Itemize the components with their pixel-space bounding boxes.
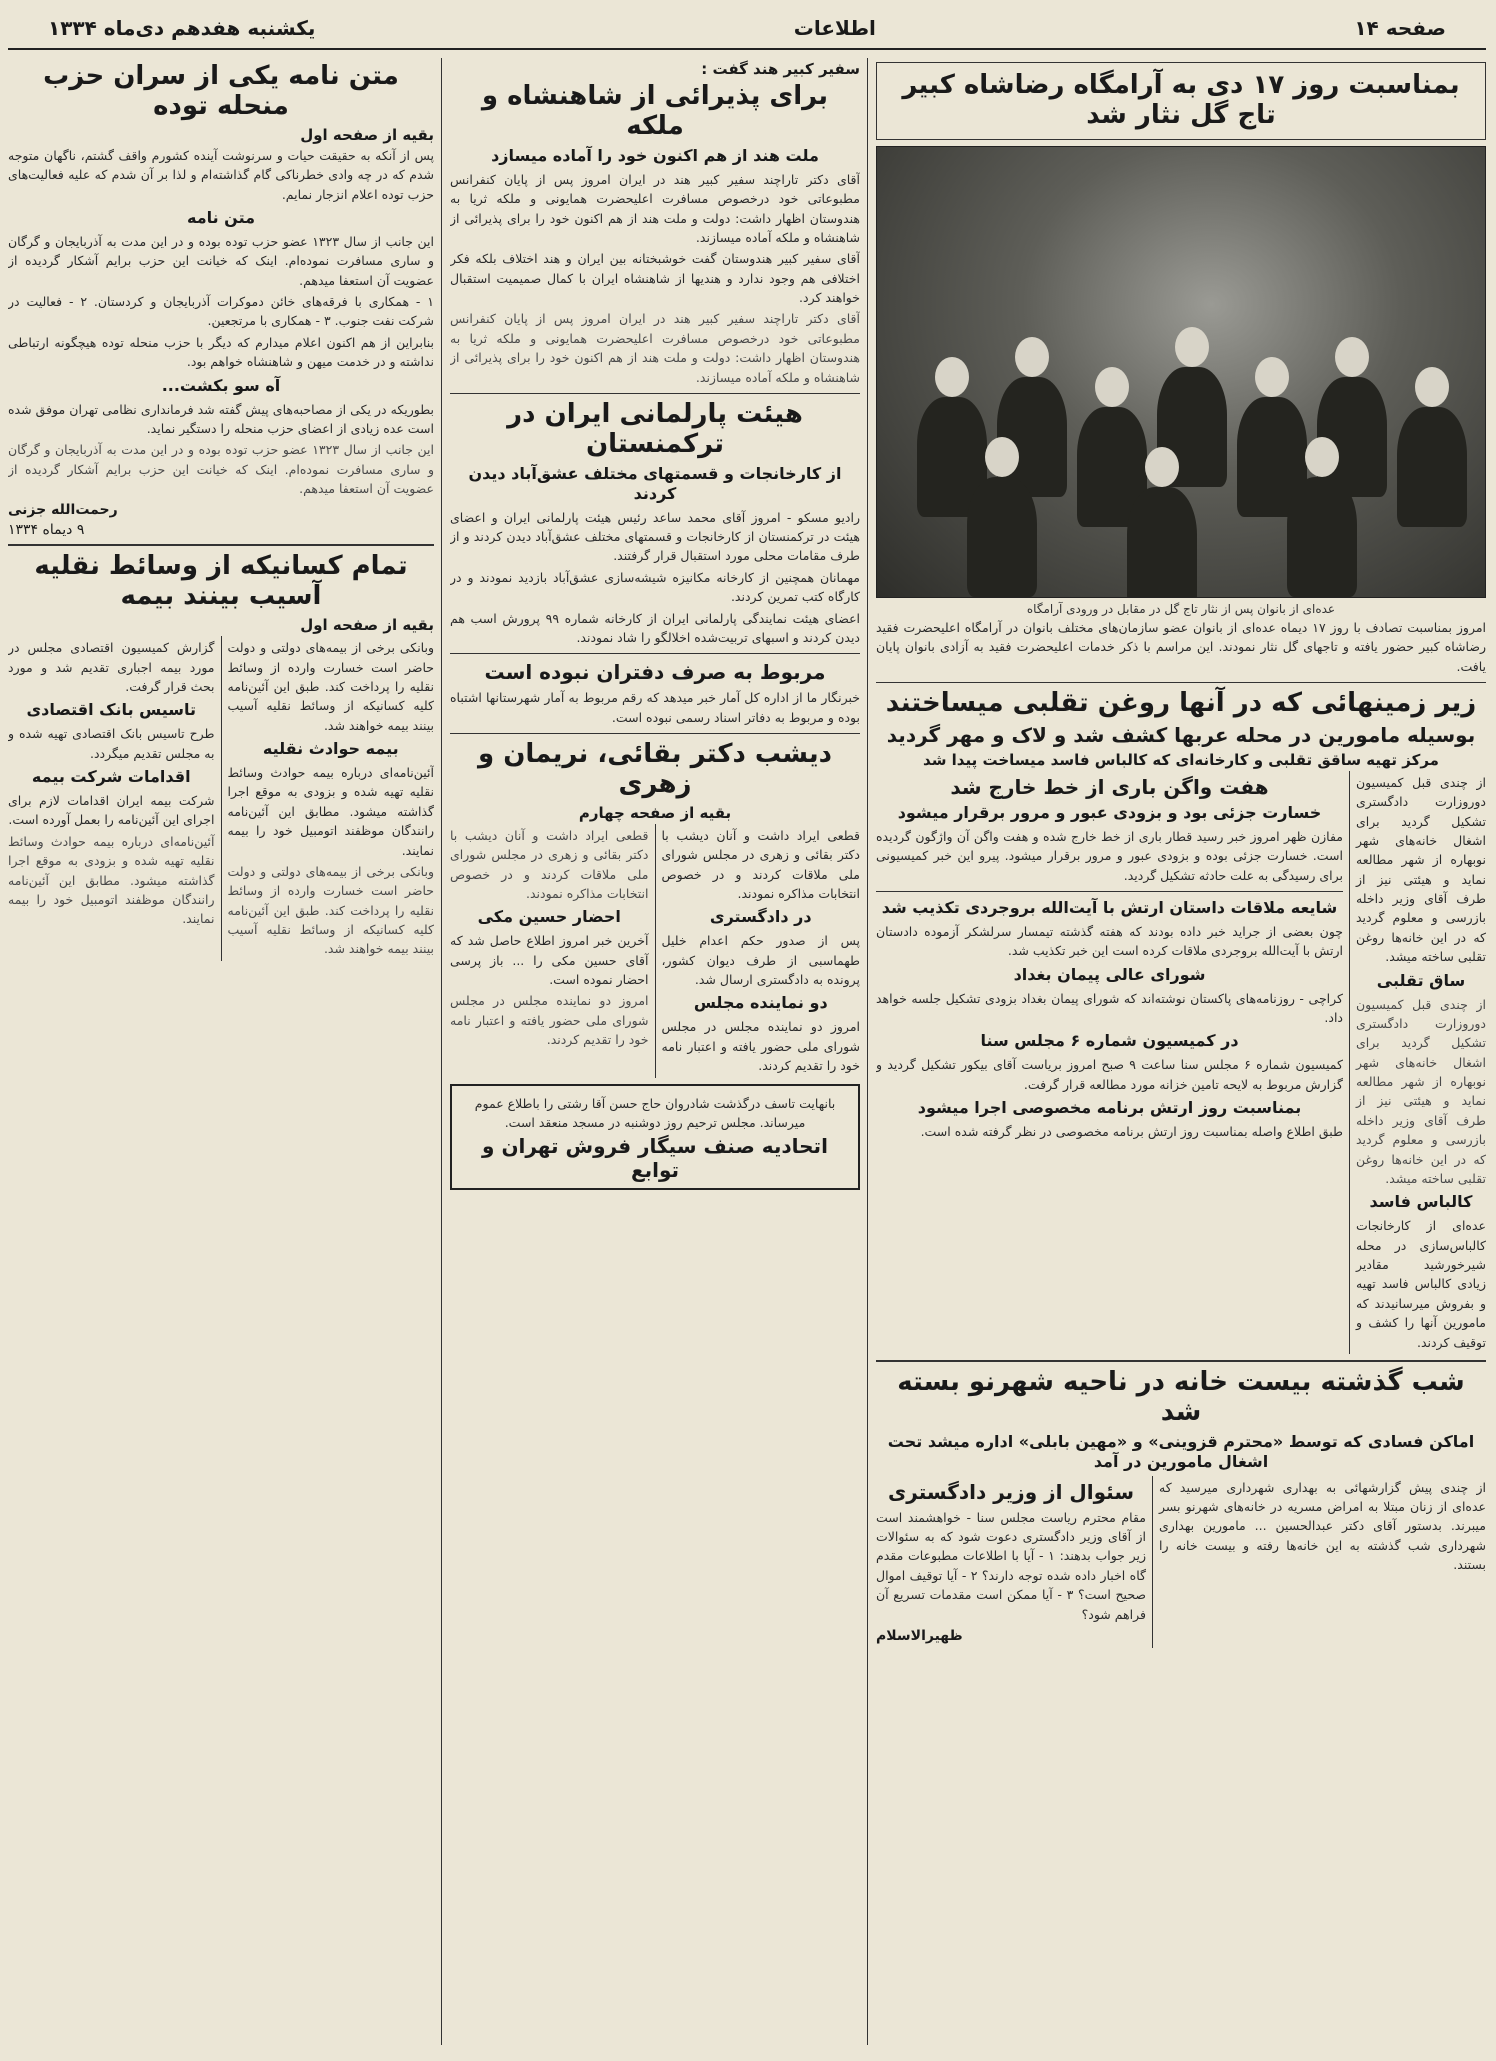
smuggling-subheadline: بوسیله مامورین در محله عربها کشف شد و لاک و مهر گردید <box>886 722 1476 747</box>
letter-text-subhead: متن نامه <box>186 207 256 227</box>
justice-headline: در دادگستری <box>709 907 812 927</box>
smuggling-body-fill: از چندی قبل کمیسیون دوروزارت دادگستری تشکیل گردید برای اشغال خانه‌های شهر نوبهاره از شهر مطالعه نماید و هیئتی نیز از طرف آقای وزیر داخله بازرسی و معلوم گردید که در این خانه‌ها روغن تقلبی ساخته میشد. <box>1356 996 1486 1186</box>
shahrno-body: از چندی پیش گزارشهائی به بهداری شهرداری میرسید که عده‌ای از زنان مبتلا به امراض مسریه در خانه‌های شهرنو بسر میبرند. بدستور آقای دکتر عبدالحسین ... مامورین بهداری شهرداری شب گذشته به این خانه‌ها رفته و بیست خانه را بستند. <box>1159 1479 1486 1573</box>
shahrno-block <box>876 1476 1486 1648</box>
tudeh-body-4: بنابراین از هم اکنون اعلام میدارم که دیگر با حزب منحله توده هیچگونه ارتباطی نداشته و در خدمت میهن و شاهنشاه خواهم بود. <box>8 334 434 370</box>
commission-headline: در کمیسیون شماره ۶ مجلس سنا <box>980 1031 1239 1051</box>
question-box <box>876 1476 1146 1648</box>
india-headline: برای پذیرائی از شاهنشاه و ملکه <box>481 81 829 141</box>
india-subheadline: ملت هند از هم اکنون خود را آماده میسازد <box>491 145 819 165</box>
insurance-col-b <box>8 636 215 961</box>
bank-headline: تاسیس بانک اقتصادی <box>26 700 197 720</box>
accident-body-fill: وبانکی برخی از بیمه‌های دولتی و دولت حاضر است خسارت وارده از وسائط نقلیه را پرداخت کند. طبق این آئین‌نامه کلیه کسانیکه از وسائط نقلیه آسیب بینند بیمه خواهند شد. <box>227 863 434 957</box>
delegation-body-2: مهمانان همچنین از کارخانه مکانیزه شیشه‌سازی عشق‌آباد بازدید نمودند و در کارگاه کتب تمرین کردند. <box>450 569 860 605</box>
middle-column <box>450 58 860 2045</box>
condolence-notice <box>450 1084 860 1191</box>
mekki-headline: احضار حسین مکی <box>477 907 621 927</box>
borujerdi-headline: شایعه ملاقات داستان ارتش با آیت‌الله بروجردی تکذیب شد <box>881 897 1338 917</box>
reports-headline: مربوط به صرف دفتران نبوده است <box>484 660 826 685</box>
baghdad-headline: شورای عالی پیمان بغداد <box>1013 964 1206 984</box>
condolence-text: بانهایت تاسف درگذشت شادروان حاج حسن آقا رشتی را باطلاع عموم میرساند. مجلس ترحیم روز دوشنبه در مسجد منعقد است. <box>474 1095 836 1130</box>
shahrno-subheadline: اماکن فسادی که توسط «محترم قزوینی» و «مهین بابلی» اداره میشد تحت اشغال مامورین در آمد <box>887 1431 1475 1471</box>
india-body-2: آقای سفیر کبیر هندوستان گفت خوشبختانه بین ایران و هند اختلاف بلکه فکر اختلافی هم وجود ندارد و هندیها از شاهنشاه ایران با کمال صمیمیت استقبال خواهند کرد. <box>450 251 860 306</box>
question-signature: ظهیرالاسلام <box>876 1627 963 1644</box>
report-body: گزارش کمیسیون اقتصادی مجلس در مورد بیمه اجباری تقدیم شد و مورد بحث قرار گرفت. <box>8 640 215 694</box>
insurance-col-a <box>228 636 435 961</box>
baghai-body-fill: قطعی ایراد داشت و آنان دیشب با دکتر بقائی و زهری در مجلس شورای ملی ملاقات کردند و در خصوص انتخابات مذاکره نمودند. <box>450 827 649 901</box>
right-column <box>876 58 1486 2045</box>
baghdad-body: کراچی - روزنامه‌های پاکستان نوشته‌اند که شورای پیمان بغداد بزودی تشکیل جلسه خواهد داد. <box>876 990 1343 1026</box>
tudeh-kicker: بقیه از صفحه اول <box>300 125 434 144</box>
smuggling-side-column <box>1356 771 1486 1354</box>
tudeh-body-1: پس از آنکه به حقیقت حیات و سرنوشت آینده کشورم واقف گشتم، ناگهان متوجه شدم که در چه وادی خطرناکی گام گذاشته‌ام و لذا بر آن شدم که علیه فعالیت‌های حزب توده اعلام انزجار نمایم. <box>8 147 434 202</box>
justice-body: پس از صدور حکم اعدام خلیل طهماسبی از طرف دیوان کشور، پرونده به دادگستری ارسال شد. <box>661 933 860 988</box>
program-body: طبق اطلاع واصله بمناسبت روز ارتش برنامه مخصوصی در نظر گرفته شده است. <box>920 1124 1343 1140</box>
accident-headline: بیمه حوادث نقلیه <box>262 739 399 759</box>
company-body: شرکت بیمه ایران اقدامات لازم برای اجرای این آئین‌نامه را بعمل آورده است. <box>8 793 215 828</box>
railway-body: مفازن ظهر امروز خبر رسید قطار باری از خط خارج شده و هفت واگن آن واژگون گردیده است. خسارت جزئی بوده و بزودی عبور و مرور برقرار میشود. پیرو این خبر کمیسیونی برای رسیدگی به علت حادثه تشکیل گردید. <box>876 828 1343 883</box>
baghai-col-a <box>662 824 861 1078</box>
company-headline: اقدامات شرکت بیمه <box>31 767 191 787</box>
insurance-kicker: بقیه از صفحه اول <box>300 616 434 635</box>
railway-column <box>876 771 1343 1354</box>
tudeh-body-3: ۱ - همکاری با فرقه‌های خائن دموکرات آذربایجان و کردستان. ۲ - فعالیت در شرکت نفت جنوب. ۳ - همکاری با مرتجعین. <box>8 294 434 329</box>
masthead <box>8 8 1486 50</box>
program-headline: بمناسبت روز ارتش برنامه مخصوصی اجرا میشود <box>917 1098 1302 1118</box>
tudeh-body-5: بطوریکه در یکی از مصاحبه‌های پیش گفته شد فرمانداری نظامی تهران موفق شده است عده زیادی از اعضای حزب منحله را دستگیر نماید. <box>8 401 434 436</box>
letter-date: ۹ دیماه ۱۳۳۴ <box>8 522 85 539</box>
smuggling-kicker: مرکز تهیه ساقق تقلبی و کارخانه‌ای که کالباس فاسد میساخت پیدا شد <box>923 750 1439 769</box>
mausoleum-headline-box <box>876 62 1486 140</box>
delegation-body: رادیو مسکو - امروز آقای محمد ساعد رئیس هیئت پارلمانی ایران و اعضای هیئت در ترکمنستان از کارخانجات و قسمتهای مختلف عشق‌آباد دیدن کردند و از طرف مقامات محلی مورد استقبال قرار گرفتند. <box>450 509 860 564</box>
second-body: امروز دو نماینده مجلس در مجلس شورای ملی حضور یافته و اعتبار نامه خود را تقدیم کردند. <box>661 1019 860 1074</box>
insurance-headline: تمام کسانیکه از وسائط نقلیه آسیب بینند بیمه <box>34 551 408 612</box>
page-number: صفحه ۱۴ <box>1354 16 1446 40</box>
railway-headline: هفت واگن باری از خط خارج شد <box>950 774 1269 799</box>
insurance-body: وبانکی برخی از بیمه‌های دولتی و دولت حاضر است خسارت وارده از وسائط نقلیه را پرداخت کند. طبق این آئین‌نامه کلیه کسانیکه از وسائط نقلیه آسیب بینند بیمه خواهند شد. <box>227 640 434 733</box>
question-headline: سئوال از وزیر دادگستری <box>887 1479 1135 1504</box>
baghai-col-b <box>450 824 649 1078</box>
mekki-body: آخرین خبر امروز اطلاع حاصل شد که آقای حسین مکی را ... باز پرسی احضار نموده است. <box>450 933 649 988</box>
shahrno-headline: شب گذشته بیست خانه در ناحیه شهرنو بسته شد <box>897 1366 1465 1427</box>
tudeh-letter-headline: متن نامه یکی از سران حزب منحله توده <box>43 61 399 121</box>
india-body-1: آقای دکتر تاراچند سفیر کبیر هند در ایران امروز پس از پایان کنفرانس مطبوعاتی خود درخصوص مسافرت اعلیحضرت همایونی و ملکه ثریا به هندوستان اظهار داشت: دولت و ملت هند از هم اکنون خود را برای پذیرائی از شاهنشاه و ملکه آماده میسازند. <box>450 171 860 245</box>
baghai-columns <box>450 824 860 1078</box>
second-headline: دو نماینده مجلس <box>693 993 828 1013</box>
delegation-subheadline: از کارخانجات و قسمتهای مختلف عشق‌آباد دیدن کردند <box>468 463 842 503</box>
delegation-body-3: اعضای هیئت نمایندگی پارلمانی ایران از کارخانه شماره ۹۹ پرورش اسب هم دیدن کردند و اسبهای تربیت‌شده اخلالگو را شاد نمودند. <box>450 610 860 645</box>
question-body: مقام محترم ریاست مجلس سنا - خواهشمند است از آقای وزیر دادگستری دعوت شود که به سئوالات زیر جواب بدهند: ۱ - آیا با اطلاعات مطبوعات مقدم گاه اخبار داده شده توجه دارند؟ ۲ - آیا توقیف اموال صحیح است؟ ۳ - آیا ممکن است مقدمات تسریع آن فراهم شود؟ <box>876 1509 1147 1622</box>
company-body-fill: آئین‌نامه‌ای درباره بیمه حوادث وسائط نقلیه تهیه شده و بزودی به موقع اجرا گذاشته میشود. مطابق این آئین‌نامه رانندگان موظفند اتومبیل خود را بیمه نمایند. <box>8 833 215 927</box>
reports-body: خبرنگار ما از اداره کل آمار خبر میدهد که رقم مربوط به آمار شهرستانها اشتباه بوده و مربوط به دفاتر اسناد رسمی نبوده است. <box>450 690 860 725</box>
smuggling-body: از چندی قبل کمیسیون دوروزارت دادگستری تشکیل گردید برای اشغال خانه‌های شهر نوبهاره از شهر مطالعه نماید و هیئتی نیز از طرف آقای وزیر داخله بازرسی و معلوم گردید که در این خانه‌ها روغن تقلبی ساخته میشد. <box>1356 774 1486 965</box>
baghai-headline: دیشب دکتر بقائی، نریمان و زهری <box>478 739 832 799</box>
letter-signature: رحمت‌الله جزنی <box>8 502 118 519</box>
condolence-signature: اتحادیه صنف سیگار فروش تهران و توابع <box>482 1134 828 1183</box>
shahrno-article <box>1159 1476 1486 1648</box>
issue-date: یکشنبه هفدهم دی‌ماه ۱۳۳۴ <box>48 16 316 40</box>
mausoleum-article-text: امروز بمناسبت تصادف با روز ۱۷ دیماه عده‌ای از بانوان عضو سازمان‌های مختلف بانوان در آرامگاه اعلیحضرت فقید رضاشاه کبیر حضور یافته و تاجهای گل نثار نمودند. این مراسم با ذکر خدمات اعلیحضرت فقید به آزادی بانوان پایان یافت. <box>876 619 1486 674</box>
mekki-body-fill: امروز دو نماینده مجلس در مجلس شورای ملی حضور یافته و اعتبار نامه خود را تقدیم کردند. <box>450 993 649 1048</box>
mausoleum-headline: بمناسبت روز ۱۷ دی به آرامگاه رضاشاه کبیر تاج گل نثار شد <box>902 70 1460 130</box>
photo-caption: عده‌ای از بانوان پس از نثار تاج گل در مقابل در ورودی آرامگاه <box>1026 601 1336 616</box>
tudeh-subhead-2: آه سو بکشت... <box>161 375 281 395</box>
accident-body: آئین‌نامه‌ای درباره بیمه حوادث وسائط نقلیه تهیه شده و بزودی به موقع اجرا گذاشته میشود. مطابق این آئین‌نامه رانندگان موظفند اتومبیل خود را بیمه نمایند. <box>227 765 434 858</box>
sausage-body: عده‌ای از کارخانجات کالباس‌سازی در محله شیرخورشید مقادیر زیادی کالباس فاسد تهیه و بفروش میرسانیدند که مامورین آنها را کشف و توقیف کردند. <box>1356 1218 1486 1350</box>
insurance-columns <box>8 636 434 961</box>
india-body-fill: آقای دکتر تاراچند سفیر کبیر هند در ایران امروز پس از پایان کنفرانس مطبوعاتی خود درخصوص مسافرت اعلیحضرت همایونی و ملکه ثریا به هندوستان اظهار داشت: دولت و ملت هند از هم اکنون خود را برای پذیرائی از شاهنشاه و ملکه آماده میسازند. <box>450 311 860 385</box>
india-kicker: سفیر کبیر هند گفت : <box>701 60 860 78</box>
baghai-body: قطعی ایراد داشت و آنان دیشب با دکتر بقائی و زهری در مجلس شورای ملی ملاقات کردند و در خصوص انتخابات مذاکره نمودند. <box>661 827 860 901</box>
baghai-kicker: بقیه از صفحه چهارم <box>578 803 732 822</box>
bank-body: طرح تاسیس بانک اقتصادی تهیه شده و به مجلس تقدیم میگردد. <box>8 726 215 761</box>
smuggling-headline: زیر زمینهائی که در آنها روغن تقلبی میساختند <box>885 687 1477 718</box>
newspaper-name: اطلاعات <box>793 16 876 40</box>
left-column <box>8 58 434 2045</box>
fake-product-subhead: ساق تقلبی <box>1376 970 1466 990</box>
tudeh-body-2: این جانب از سال ۱۳۲۳ عضو حزب توده بوده و در این مدت به آذربایجان و گرگان و ساری مسافرت نموده‌ام. اینک که خیانت این حزب برایم آشکار گردیده از عضویت آن استعفا میدهم. <box>8 233 434 288</box>
sausage-subhead: کالباس فاسد <box>1369 1192 1473 1212</box>
smuggling-rail-block <box>876 771 1486 1354</box>
tudeh-body-fill: این جانب از سال ۱۳۲۳ عضو حزب توده بوده و در این مدت به آذربایجان و گرگان و ساری مسافرت نموده‌ام. اینک که خیانت این حزب برایم آشکار گردیده از عضویت آن استعفا میدهم. <box>8 442 434 497</box>
commission-body: کمیسیون شماره ۶ مجلس سنا ساعت ۹ صبح امروز بریاست آقای بیکور تشکیل گردید و گزارش مربوط به لایحه تامین خزانه مورد مطالعه قرار گرفت. <box>876 1057 1343 1092</box>
railway-subheadline: خسارت جزئی بود و بزودی عبور و مرور برقرار میشود <box>897 802 1322 822</box>
delegation-headline: هیئت پارلمانی ایران در ترکمنستان <box>507 398 803 459</box>
borujerdi-body: چون بعضی از جراید خبر داده بودند که هفته گذشته تیمسار سرلشکر آزموده دادستان ارتش با آیت‌الله بروجردی ملاقات کرده است این خبر تکذیب شد. <box>876 923 1343 959</box>
news-photo-women-group <box>876 146 1486 598</box>
